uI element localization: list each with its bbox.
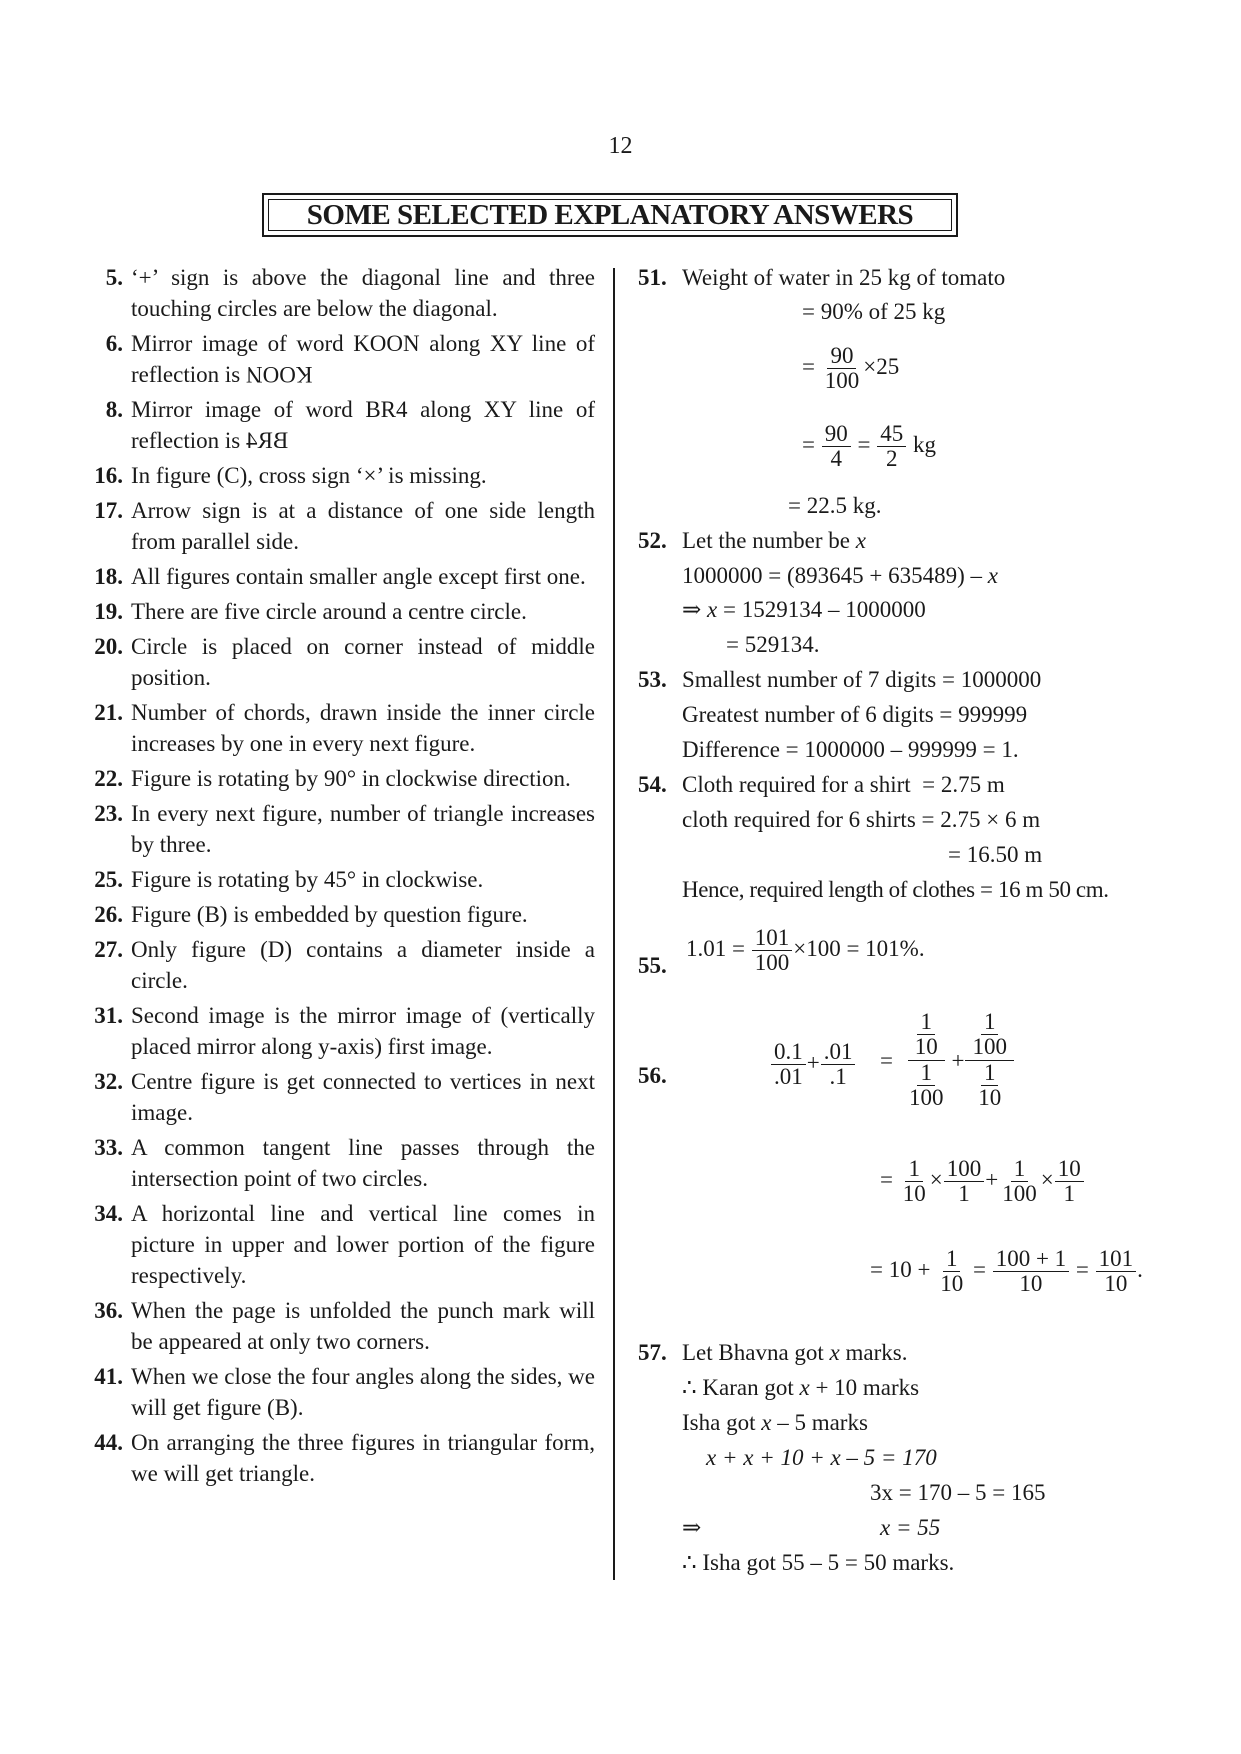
equals-sign: = xyxy=(857,431,871,457)
numerator: .01 xyxy=(821,1040,856,1065)
answer-text xyxy=(682,1407,868,1438)
answer-number: 54. xyxy=(638,772,667,797)
numerator: 100 + 1 xyxy=(993,1247,1069,1272)
numerator: 1 xyxy=(981,1061,999,1086)
answer-text: = 529134. xyxy=(726,632,820,657)
answer-text: Greatest number of 6 digits = 999999 xyxy=(682,702,1028,727)
equation xyxy=(870,1247,1143,1296)
numerator xyxy=(965,1010,1014,1060)
fraction xyxy=(1096,1247,1137,1296)
denominator: 100 xyxy=(972,1034,1007,1060)
denominator: 100 xyxy=(754,950,790,976)
answer-item xyxy=(75,934,595,996)
fraction xyxy=(752,926,793,975)
text: + 10 marks xyxy=(809,1375,920,1400)
answer-text: = 22.5 kg. xyxy=(788,493,882,518)
answer-number: 27. xyxy=(94,937,123,962)
answer-item xyxy=(75,1198,595,1291)
answer-number: 41. xyxy=(94,1364,123,1389)
numerator: 1 xyxy=(1011,1157,1029,1182)
text: When the page is unfolded the punch mark will be appeared at only two corners. xyxy=(131,1298,595,1354)
answer-text xyxy=(131,934,595,996)
answer-text: Difference = 1000000 – 999999 = 1. xyxy=(682,737,1019,762)
page-number: 12 xyxy=(608,133,633,159)
answer-item xyxy=(75,1361,595,1423)
answer-number: 6. xyxy=(105,331,123,356)
answer-number: 44. xyxy=(94,1430,123,1455)
answer-item xyxy=(75,864,595,895)
text: ‘+’ sign is above the diagonal line and three touching circles are below the diagonal. xyxy=(131,265,595,321)
fraction xyxy=(877,422,906,471)
mirror-image-figure: BR4 xyxy=(245,428,289,453)
text: There are five circle around a centre circle. xyxy=(131,599,527,624)
answer-text xyxy=(131,1000,595,1062)
answer-text: ∴ Isha got 55 – 5 = 50 marks. xyxy=(682,1550,955,1575)
answer-text xyxy=(131,1198,595,1291)
denominator: 1 xyxy=(958,1181,970,1207)
answer-item xyxy=(75,328,595,390)
equation xyxy=(880,1000,1015,1120)
numerator: 10 xyxy=(1055,1157,1084,1182)
denominator xyxy=(971,1061,1008,1110)
answer-number: 25. xyxy=(94,867,123,892)
answer-item xyxy=(75,394,595,456)
answer-text xyxy=(682,594,926,625)
denominator: 100 xyxy=(908,1084,944,1110)
answer-text xyxy=(131,460,595,491)
left-column xyxy=(75,262,595,1493)
period: . xyxy=(1137,1256,1143,1282)
answer-text xyxy=(682,1372,919,1403)
implies-sign: ⇒ xyxy=(682,597,708,622)
text: = 1529134 – 1000000 xyxy=(717,597,926,622)
answer-number: 23. xyxy=(94,801,123,826)
answer-number: 33. xyxy=(94,1135,123,1160)
text: A common tangent line passes through the intersection point of two circles. xyxy=(131,1135,595,1191)
denominator: 10 xyxy=(914,1034,938,1060)
fraction xyxy=(937,1247,966,1296)
denominator xyxy=(902,1061,951,1110)
text: Mirror image of word KOON along XY line of reflection is xyxy=(131,331,595,387)
variable: x xyxy=(707,597,718,622)
equals-sign: = xyxy=(880,1166,893,1192)
text: Isha got xyxy=(682,1410,762,1435)
answer-number: 18. xyxy=(94,564,123,589)
numerator: 101 xyxy=(752,926,793,951)
answer-text: Cloth required for a shirt = 2.75 m xyxy=(682,772,1005,797)
text: Second image is the mirror image of (vertically placed mirror along y-axis) first image. xyxy=(131,1003,595,1059)
denominator: 100 xyxy=(1002,1181,1037,1207)
answer-number: 36. xyxy=(94,1298,123,1323)
answer-number: 16. xyxy=(94,463,123,488)
variable: x xyxy=(799,1375,810,1400)
text: When we close the four angles along the sides, we will get figure (B). xyxy=(131,1364,595,1420)
fraction xyxy=(944,1157,985,1206)
answer-text: Hence, required length of clothes = 16 m 50 cm. xyxy=(682,877,1109,902)
answer-text xyxy=(682,1337,907,1368)
denominator: 10 xyxy=(1104,1271,1128,1297)
answer-item xyxy=(75,1132,595,1194)
answer-number: 55. xyxy=(638,953,667,978)
text: = 10 + xyxy=(870,1256,931,1282)
answer-number: 8. xyxy=(105,397,123,422)
answer-item xyxy=(75,561,595,592)
numerator: 90 xyxy=(827,344,856,369)
answer-item xyxy=(75,1000,595,1062)
numerator: 100 xyxy=(944,1157,985,1182)
answer-text: = 16.50 m xyxy=(948,842,1043,867)
denominator: 2 xyxy=(885,446,898,472)
text: Arrow sign is at a distance of one side length from parallel side. xyxy=(131,498,595,554)
answer-item xyxy=(75,495,595,557)
text: In figure (C), cross sign ‘×’ is missing. xyxy=(131,463,487,488)
answer-number: 53. xyxy=(638,667,667,692)
text: 1.01 = xyxy=(686,935,745,961)
fraction xyxy=(999,1157,1040,1206)
answer-item xyxy=(75,798,595,860)
numerator: 45 xyxy=(877,422,906,447)
equals-sign: = xyxy=(880,1047,893,1073)
text: Figure is rotating by 45° in clockwise. xyxy=(131,867,484,892)
fraction xyxy=(975,1061,1004,1110)
answer-text xyxy=(131,899,595,930)
fraction xyxy=(900,1157,929,1206)
answer-text xyxy=(131,1295,595,1357)
denominator: 100 xyxy=(824,368,860,394)
answer-number: 32. xyxy=(94,1069,123,1094)
fraction xyxy=(912,1010,941,1059)
answer-text xyxy=(131,1361,595,1423)
variable: x xyxy=(855,528,866,553)
fraction xyxy=(906,1061,947,1110)
answer-number: 52. xyxy=(638,528,667,553)
text: A horizontal line and vertical line comes in picture in upper and lower portion of the figure respectively. xyxy=(131,1201,595,1288)
text: On arranging the three figures in triangular form, we will get triangle. xyxy=(131,1430,595,1486)
answer-text xyxy=(131,798,595,860)
plus-sign: + xyxy=(985,1166,999,1192)
answer-text xyxy=(131,697,595,759)
answer-text xyxy=(131,1066,595,1128)
equation xyxy=(686,926,925,975)
answer-text xyxy=(131,394,595,456)
denominator: .1 xyxy=(829,1064,847,1090)
fraction xyxy=(822,422,851,471)
equation xyxy=(802,344,899,393)
answer-text: ⇒ xyxy=(682,1515,702,1540)
text: – 5 marks xyxy=(771,1410,868,1435)
equation xyxy=(770,1040,856,1089)
times-sign: × xyxy=(1040,1166,1054,1192)
plus-sign: + xyxy=(951,1047,965,1073)
answer-item xyxy=(75,697,595,759)
numerator: 1 xyxy=(981,1010,999,1035)
denominator: 10 xyxy=(940,1271,964,1297)
denominator: 10 xyxy=(902,1181,926,1207)
variable: x xyxy=(829,1340,840,1365)
equals-sign: = xyxy=(802,353,815,379)
variable: x xyxy=(987,563,998,588)
answer-text: x + x + 10 + x – 5 = 170 xyxy=(706,1445,937,1470)
answer-number: 31. xyxy=(94,1003,123,1028)
answer-number: 22. xyxy=(94,766,123,791)
text: ×100 = 101%. xyxy=(793,935,925,961)
text: Mirror image of word BR4 along XY line of reflection is xyxy=(131,397,595,453)
answer-item xyxy=(75,1066,595,1128)
fraction xyxy=(821,1040,856,1089)
section-title-box xyxy=(262,193,958,237)
fraction xyxy=(993,1247,1069,1296)
answer-text xyxy=(682,525,866,556)
numerator: 101 xyxy=(1096,1247,1137,1272)
compound-fraction xyxy=(965,1010,1014,1110)
column-divider xyxy=(613,268,615,1580)
denominator: 4 xyxy=(830,446,842,472)
multiplier: ×25 xyxy=(863,353,900,379)
unit: kg xyxy=(912,431,936,457)
answer-text xyxy=(131,763,595,794)
fraction xyxy=(822,344,863,393)
denominator: 10 xyxy=(978,1084,1002,1110)
answer-text: = 90% of 25 kg xyxy=(802,299,946,324)
text: Circle is placed on corner instead of middle position. xyxy=(131,634,595,690)
answer-text xyxy=(131,561,595,592)
answer-number: 34. xyxy=(94,1201,123,1226)
numerator: 1 xyxy=(943,1247,961,1272)
answer-number: 51. xyxy=(638,265,667,290)
text: Let Bhavna got xyxy=(682,1340,830,1365)
text: All figures contain smaller angle except first one. xyxy=(131,564,586,589)
equals-sign: = xyxy=(802,431,815,457)
answer-text: 3x = 170 – 5 = 165 xyxy=(870,1480,1046,1505)
times-sign: × xyxy=(929,1166,943,1192)
numerator: 1 xyxy=(917,1010,935,1035)
answer-number: 5. xyxy=(105,265,123,290)
answer-item xyxy=(75,262,595,324)
text: Figure (B) is embedded by question figure. xyxy=(131,902,528,927)
answer-item xyxy=(75,1295,595,1357)
answer-text: Smallest number of 7 digits = 1000000 xyxy=(682,667,1042,692)
answer-item xyxy=(75,763,595,794)
text: ∴ Karan got xyxy=(682,1375,800,1400)
answer-text xyxy=(682,560,998,591)
answer-text xyxy=(131,262,595,324)
mirror-image-figure: KOON xyxy=(245,362,313,387)
plus-sign: + xyxy=(806,1049,820,1075)
answer-item xyxy=(75,631,595,693)
fraction xyxy=(1055,1157,1084,1206)
numerator: 0.1 xyxy=(771,1040,806,1065)
answer-number: 19. xyxy=(94,599,123,624)
compound-fraction xyxy=(902,1010,951,1110)
answer-text: Weight of water in 25 kg of tomato xyxy=(682,265,1006,290)
denominator: 10 xyxy=(1019,1271,1043,1297)
answer-text xyxy=(131,1132,595,1194)
text: 1000000 = (893645 + 635489) – xyxy=(682,563,988,588)
fraction xyxy=(969,1010,1010,1059)
equation xyxy=(802,422,936,471)
denominator: .01 xyxy=(774,1064,803,1090)
equals-sign: = xyxy=(972,1256,986,1282)
section-title: SOME SELECTED EXPLANATORY ANSWERS xyxy=(306,198,914,231)
text: In every next figure, number of triangle increases by three. xyxy=(131,801,595,857)
answer-text: cloth required for 6 shirts = 2.75 × 6 m xyxy=(682,807,1041,832)
answer-text xyxy=(131,328,595,390)
answer-number: 26. xyxy=(94,902,123,927)
answer-text: x = 55 xyxy=(880,1515,941,1540)
text: Figure is rotating by 90° in clockwise direction. xyxy=(131,766,571,791)
answer-number: 17. xyxy=(94,498,123,523)
numerator xyxy=(908,1010,945,1060)
answer-number: 20. xyxy=(94,634,123,659)
numerator: 1 xyxy=(917,1061,935,1086)
equation xyxy=(880,1157,1085,1206)
numerator: 90 xyxy=(822,422,851,447)
text: Number of chords, drawn inside the inner circle increases by one in every next figure. xyxy=(131,700,595,756)
answer-item xyxy=(75,460,595,491)
answer-item xyxy=(75,1427,595,1489)
answer-item xyxy=(75,596,595,627)
answer-text xyxy=(131,596,595,627)
answer-text xyxy=(131,495,595,557)
equals-sign: = xyxy=(1075,1256,1089,1282)
denominator: 1 xyxy=(1063,1181,1075,1207)
variable: x xyxy=(761,1410,772,1435)
text: Centre figure is get connected to vertices in next image. xyxy=(131,1069,595,1125)
answer-number: 57. xyxy=(638,1340,667,1365)
answer-text xyxy=(131,864,595,895)
text: marks. xyxy=(839,1340,908,1365)
answer-text xyxy=(131,631,595,693)
text: Only figure (D) contains a diameter inside a circle. xyxy=(131,937,595,993)
answer-number: 21. xyxy=(94,700,123,725)
fraction xyxy=(771,1040,806,1089)
answer-number: 56. xyxy=(638,1063,667,1088)
numerator: 1 xyxy=(905,1157,923,1182)
answer-item xyxy=(75,899,595,930)
text: Let the number be xyxy=(682,528,856,553)
answer-text xyxy=(131,1427,595,1489)
